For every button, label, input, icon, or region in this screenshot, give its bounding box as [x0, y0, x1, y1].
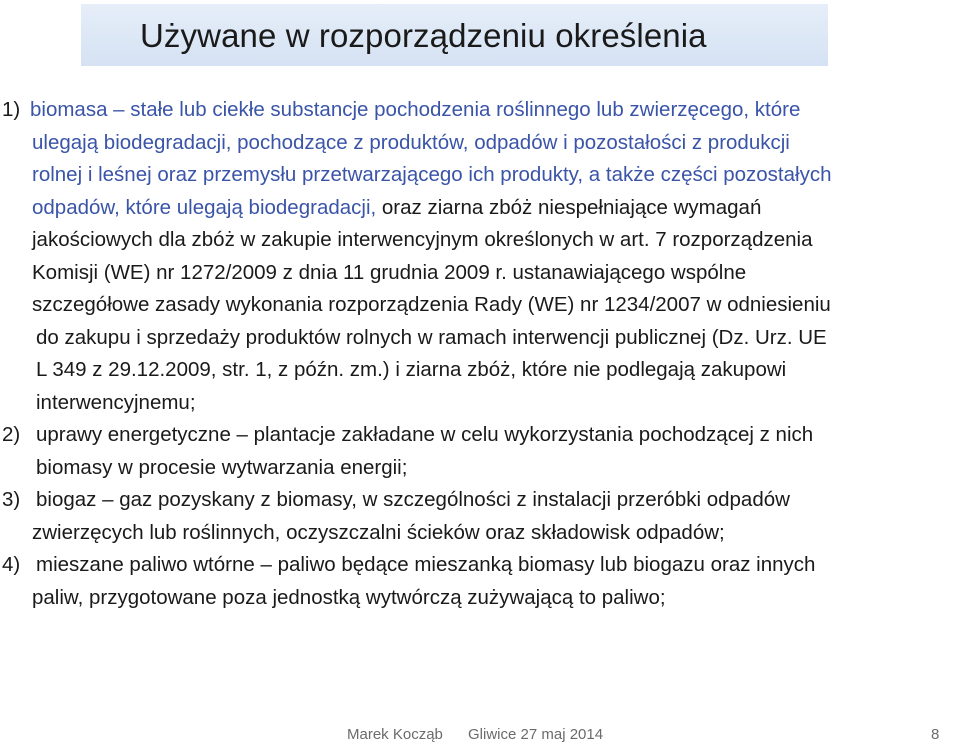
slide-content: [0, 94, 960, 614]
slide-number: 8: [931, 726, 940, 743]
definition-text-highlight: biomasa – stałe lub ciekłe substancje pochodzenia roślinnego lub zwierzęcego, które: [30, 98, 801, 121]
footer-author: Marek Kocząb: [347, 726, 443, 743]
definition-text: L 349 z 29.12.2009, str. 1, z późn. zm.) i ziarna zbóż, które nie podlegają zakupowi: [36, 358, 787, 381]
slide-title: Używane w rozporządzeniu określenia: [140, 17, 707, 54]
list-item-1-line: [0, 94, 960, 127]
footer-place-date: Gliwice 27 maj 2014: [468, 726, 604, 743]
title-bar: [81, 4, 828, 66]
definition-text: mieszane paliwo wtórne – paliwo będące mieszanką biomasy lub biogazu oraz innych: [36, 553, 816, 576]
definition-text: do zakupu i sprzedaży produktów rolnych w ramach interwencji publicznej (Dz. Urz. UE: [36, 325, 827, 349]
definition-text: interwencyjnemu;: [36, 390, 196, 414]
definition-text: biomasy w procesie wytwarzania energii;: [36, 455, 408, 479]
list-item-4-line: [0, 582, 960, 615]
definition-text: szczegółowe zasady wykonania rozporządzenia Rady (WE) nr 1234/2007 w odniesieniu: [32, 293, 831, 316]
list-item-3-line: [0, 484, 960, 517]
list-item-1-line: [0, 257, 960, 290]
list-item-1-line: [0, 159, 960, 192]
item-number-1: 1): [2, 98, 21, 121]
definition-text: oraz ziarna zbóż niespełniające wymagań: [376, 195, 762, 219]
definition-text: jakościowych dla zbóż w zakupie interwencyjnym określonych w art. 7 rozporządzenia: [32, 228, 813, 251]
definition-text-highlight: rolnej i leśnej oraz przemysłu przetwarzającego ich produkty, a także części pozostałych: [32, 163, 832, 186]
list-item-2-line: [0, 419, 960, 452]
list-item-1-line: [0, 387, 960, 420]
list-item-1-line: [0, 192, 960, 225]
item-number-4: 4): [2, 553, 21, 576]
list-item-4-line: [0, 549, 960, 582]
definition-text-highlight: ulegają biodegradacji, pochodzące z produktów, odpadów i pozostałości z produkcji: [32, 130, 790, 154]
list-item-2-line: [0, 452, 960, 485]
item-number-3: 3): [2, 488, 21, 511]
item-number-2: 2): [2, 423, 21, 446]
list-item-1-line: [0, 127, 960, 160]
list-item-1-line: [0, 289, 960, 322]
list-item-1-line: [0, 354, 960, 387]
definition-text: paliw, przygotowane poza jednostką wytwórczą zużywającą to paliwo;: [32, 585, 666, 609]
definition-text: zwierzęcych lub roślinnych, oczyszczalni ścieków oraz składowisk odpadów;: [32, 520, 725, 544]
definition-text-highlight: odpadów, które ulegają biodegradacji,: [32, 195, 377, 219]
definition-text: Komisji (WE) nr 1272/2009 z dnia 11 grudnia 2009 r. ustanawiającego wspólne: [32, 260, 747, 284]
list-item-1-line: [0, 224, 960, 257]
list-item-3-line: [0, 517, 960, 550]
definition-text: biogaz – gaz pozyskany z biomasy, w szczególności z instalacji przeróbki odpadów: [36, 488, 790, 511]
definition-text: uprawy energetyczne – plantacje zakładane w celu wykorzystania pochodzącej z nich: [36, 423, 814, 446]
list-item-1-line: [0, 322, 960, 355]
